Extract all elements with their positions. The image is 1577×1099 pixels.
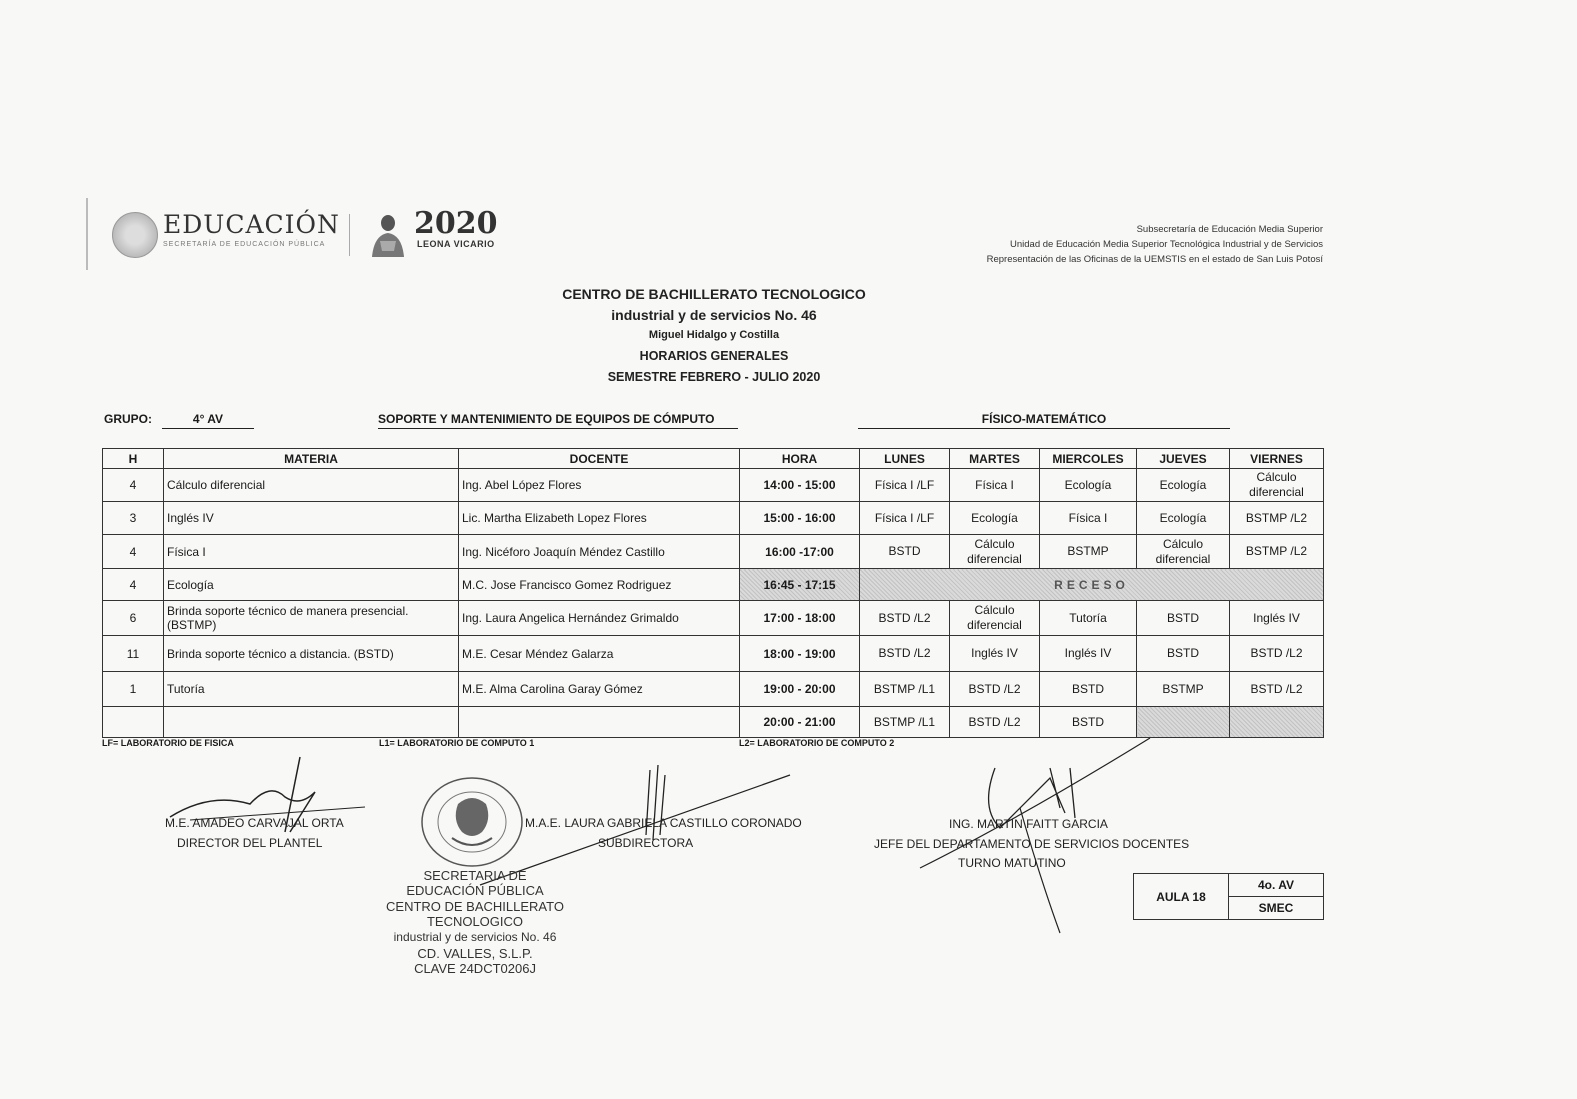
stamp-line-1: SECRETARIA DE xyxy=(423,868,527,883)
hours-cell: 4 xyxy=(103,569,164,601)
leona-vicario-portrait-icon xyxy=(366,211,410,257)
subject-cell: Brinda soporte técnico a distancia. (BSTD) xyxy=(164,636,459,672)
classroom-box xyxy=(1133,873,1324,920)
teacher-cell xyxy=(459,707,740,738)
hours-cell: 3 xyxy=(103,502,164,535)
monday-cell: BSTMP /L1 xyxy=(860,707,950,738)
friday-cell xyxy=(1230,707,1324,738)
header-hora: HORA xyxy=(740,449,860,469)
stamp-line-6: CD. VALLES, S.L.P. xyxy=(417,946,533,961)
stamp-line-3: CENTRO DE BACHILLERATO xyxy=(386,899,564,914)
hours-cell xyxy=(103,707,164,738)
header-right-line-2: Unidad de Educación Media Superior Tecnológica Industrial y de Servicios xyxy=(1010,239,1323,250)
friday-cell: Inglés IV xyxy=(1230,601,1324,636)
header-right-line-3: Representación de las Oficinas de la UEMSTIS en el estado de San Luis Potosí xyxy=(986,254,1323,265)
teacher-cell: M.E. Alma Carolina Garay Gómez xyxy=(459,672,740,707)
friday-cell: Cálculo diferencial xyxy=(1230,469,1324,502)
wednesday-cell: Ecología xyxy=(1040,469,1137,502)
table-row xyxy=(103,707,1324,738)
header-viernes: VIERNES xyxy=(1230,449,1324,469)
subject-cell: Inglés IV xyxy=(164,502,459,535)
break-time-cell: 16:45 - 17:15 xyxy=(740,569,860,601)
header-martes: MARTES xyxy=(950,449,1040,469)
teacher-cell: Ing. Nicéforo Joaquín Méndez Castillo xyxy=(459,535,740,569)
hours-cell: 6 xyxy=(103,601,164,636)
wednesday-cell: BSTD xyxy=(1040,707,1137,738)
time-cell: 20:00 - 21:00 xyxy=(740,707,860,738)
monday-cell: BSTMP /L1 xyxy=(860,672,950,707)
wednesday-cell: Física I xyxy=(1040,502,1137,535)
header-h: H xyxy=(103,449,164,469)
leona-vicario-text: LEONA VICARIO xyxy=(417,239,495,249)
teacher-cell: M.E. Cesar Méndez Galarza xyxy=(459,636,740,672)
monday-cell: Física I /LF xyxy=(860,469,950,502)
stamp-line-5: industrial y de servicios No. 46 xyxy=(393,930,557,944)
specialty-name: SOPORTE Y MANTENIMIENTO DE EQUIPOS DE CÓMPUTO xyxy=(378,412,738,429)
header-materia: MATERIA xyxy=(164,449,459,469)
area-name: FÍSICO-MATEMÁTICO xyxy=(858,412,1230,429)
time-cell: 15:00 - 16:00 xyxy=(740,502,860,535)
table-row xyxy=(103,469,1324,502)
table-row xyxy=(103,502,1324,535)
teacher-cell: Ing. Abel López Flores xyxy=(459,469,740,502)
header-docente: DOCENTE xyxy=(459,449,740,469)
tuesday-cell: BSTD /L2 xyxy=(950,672,1040,707)
school-name: Miguel Hidalgo y Costilla xyxy=(648,329,780,341)
schedule-table xyxy=(102,448,1324,738)
jefe-shift: TURNO MATUTINO xyxy=(958,856,1066,870)
wednesday-cell: Tutoría xyxy=(1040,601,1137,636)
jefe-role: JEFE DEL DEPARTAMENTO DE SERVICIOS DOCENTES xyxy=(874,837,1190,851)
legend-lf: LF= LABORATORIO DE FISICA xyxy=(102,738,234,748)
friday-cell: BSTD /L2 xyxy=(1230,672,1324,707)
group-label: GRUPO: xyxy=(104,412,152,426)
jefe-name: ING. MARTIN FAITT GARCIA xyxy=(949,817,1108,831)
monday-cell: BSTD xyxy=(860,535,950,569)
tuesday-cell: Cálculo diferencial xyxy=(950,535,1040,569)
monday-cell: BSTD /L2 xyxy=(860,636,950,672)
subject-cell xyxy=(164,707,459,738)
subject-cell: Ecología xyxy=(164,569,459,601)
schedule-title: HORARIOS GENERALES xyxy=(639,349,789,363)
group-code: 4o. AV xyxy=(1229,874,1324,897)
director-role: DIRECTOR DEL PLANTEL xyxy=(177,836,323,850)
time-cell: 19:00 - 20:00 xyxy=(740,672,860,707)
header-miercoles: MIERCOLES xyxy=(1040,449,1137,469)
hours-cell: 1 xyxy=(103,672,164,707)
group-value: 4° AV xyxy=(162,412,254,429)
tuesday-cell: Cálculo diferencial xyxy=(950,601,1040,636)
thursday-cell: BSTD xyxy=(1137,601,1230,636)
header-right-line-1: Subsecretaría de Educación Media Superior xyxy=(1136,224,1323,235)
legend-l2: L2= LABORATORIO DE COMPUTO 2 xyxy=(739,738,895,748)
educacion-logo-text: EDUCACIÓN xyxy=(163,210,340,239)
subject-cell: Física I xyxy=(164,535,459,569)
semester-title: SEMESTRE FEBRERO - JULIO 2020 xyxy=(607,370,821,384)
thursday-cell: BSTMP xyxy=(1137,672,1230,707)
shift-code: SMEC xyxy=(1229,897,1324,920)
monday-cell: BSTD /L2 xyxy=(860,601,950,636)
table-row xyxy=(103,535,1324,569)
tuesday-cell: Física I xyxy=(950,469,1040,502)
subject-cell: Cálculo diferencial xyxy=(164,469,459,502)
stamp-line-4: TECNOLOGICO xyxy=(426,914,524,929)
wednesday-cell: BSTMP xyxy=(1040,535,1137,569)
table-header-row xyxy=(103,449,1324,469)
tuesday-cell: Inglés IV xyxy=(950,636,1040,672)
thursday-cell: Ecología xyxy=(1137,469,1230,502)
year-2020-logo: 2020 xyxy=(414,206,498,241)
educacion-logo-subtext: SECRETARÍA DE EDUCACIÓN PÚBLICA xyxy=(163,241,326,248)
header-lunes: LUNES xyxy=(860,449,950,469)
thursday-cell: Cálculo diferencial xyxy=(1137,535,1230,569)
friday-cell: BSTMP /L2 xyxy=(1230,535,1324,569)
legend-l1: L1= LABORATORIO DE COMPUTO 1 xyxy=(379,738,535,748)
table-row xyxy=(103,601,1324,636)
header-divider xyxy=(86,198,88,270)
logo-divider xyxy=(349,214,350,256)
thursday-cell: BSTD xyxy=(1137,636,1230,672)
school-subtitle: industrial y de servicios No. 46 xyxy=(611,307,817,323)
friday-cell: BSTD /L2 xyxy=(1230,636,1324,672)
time-cell: 18:00 - 19:00 xyxy=(740,636,860,672)
subject-cell: Brinda soporte técnico de manera presencial. (BSTMP) xyxy=(164,601,459,636)
table-row xyxy=(103,672,1324,707)
tuesday-cell: Ecología xyxy=(950,502,1040,535)
hours-cell: 4 xyxy=(103,535,164,569)
thursday-cell: Ecología xyxy=(1137,502,1230,535)
subdirector-name: M.A.E. LAURA GABRIELA CASTILLO CORONADO xyxy=(525,816,802,830)
time-cell: 17:00 - 18:00 xyxy=(740,601,860,636)
header-jueves: JUEVES xyxy=(1137,449,1230,469)
thursday-cell xyxy=(1137,707,1230,738)
break-cell: RECESO xyxy=(860,569,1324,601)
wednesday-cell: BSTD xyxy=(1040,672,1137,707)
sep-seal-logo xyxy=(112,212,158,258)
teacher-cell: M.C. Jose Francisco Gomez Rodriguez xyxy=(459,569,740,601)
hours-cell: 4 xyxy=(103,469,164,502)
stamp-line-7: CLAVE 24DCT0206J xyxy=(414,961,536,976)
friday-cell: BSTMP /L2 xyxy=(1230,502,1324,535)
subject-cell: Tutoría xyxy=(164,672,459,707)
teacher-cell: Lic. Martha Elizabeth Lopez Flores xyxy=(459,502,740,535)
classroom-label: AULA 18 xyxy=(1134,874,1229,920)
monday-cell: Física I /LF xyxy=(860,502,950,535)
director-name: M.E. AMADEO CARVAJAL ORTA xyxy=(165,816,344,830)
wednesday-cell: Inglés IV xyxy=(1040,636,1137,672)
table-row xyxy=(103,569,1324,601)
school-title: CENTRO DE BACHILLERATO TECNOLOGICO xyxy=(562,286,866,302)
tuesday-cell: BSTD /L2 xyxy=(950,707,1040,738)
time-cell: 16:00 -17:00 xyxy=(740,535,860,569)
time-cell: 14:00 - 15:00 xyxy=(740,469,860,502)
table-row xyxy=(103,636,1324,672)
teacher-cell: Ing. Laura Angelica Hernández Grimaldo xyxy=(459,601,740,636)
stamp-line-2: EDUCACIÓN PÚBLICA xyxy=(406,883,544,898)
subdirector-role: SUBDIRECTORA xyxy=(598,836,694,850)
hours-cell: 11 xyxy=(103,636,164,672)
